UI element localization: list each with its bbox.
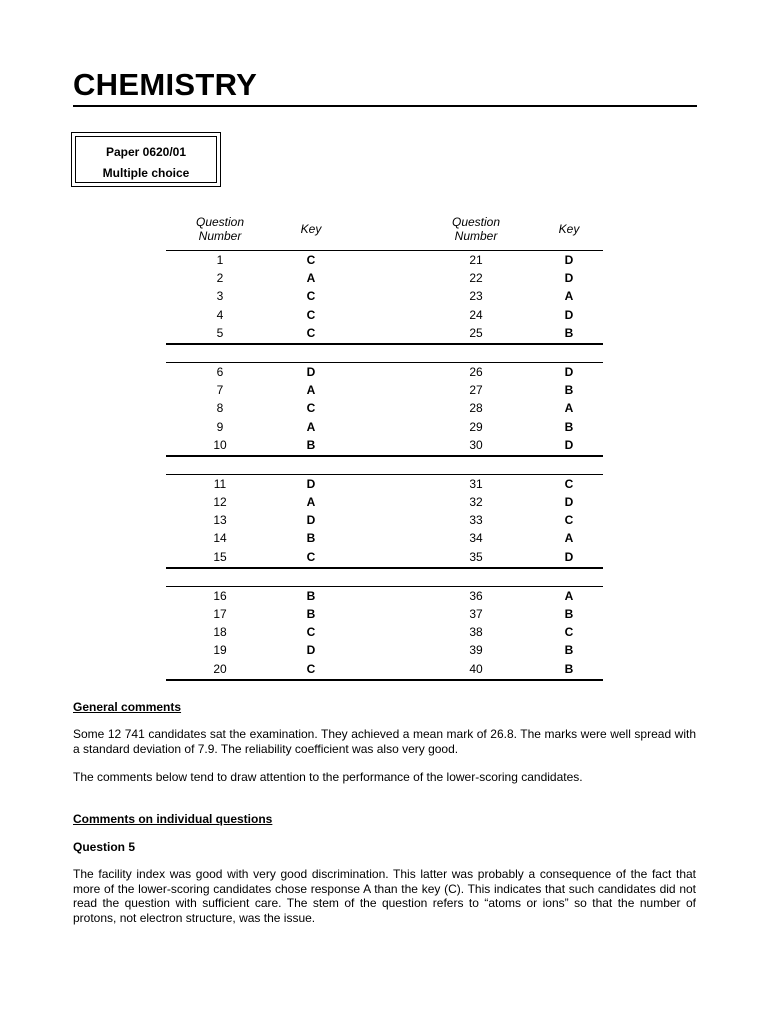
table-row [166,588,603,606]
answer-key: B [306,607,316,621]
table-header [166,213,603,251]
answer-key: A [564,531,574,546]
question-group [166,475,603,569]
answer-key: B [564,607,574,621]
table-row [166,624,603,642]
question-number-header-left: Question Number [195,215,245,243]
question-number: 10 [213,437,227,452]
table-row [166,252,603,270]
table-row [166,661,603,679]
answer-key: B [306,588,316,603]
question-number: 5 [216,325,224,340]
individual-comments-heading: Comments on individual questions [73,812,273,826]
general-comments-heading: General comments [73,700,182,714]
question-number: 27 [469,383,483,398]
table-row [166,288,603,306]
answer-key: D [306,364,316,379]
question-number: 40 [469,661,483,676]
key-header-right: Key [558,222,580,236]
answer-key: A [306,495,316,510]
answer-key: A [564,289,574,304]
paper-info-box [71,132,221,187]
question-number: 17 [213,607,227,621]
answer-key: C [306,253,316,267]
question-number: 24 [469,307,483,322]
question-number: 21 [469,253,483,267]
answer-key: C [306,307,316,322]
answer-key: B [306,531,316,546]
question-number: 39 [469,643,483,658]
table-row [166,325,603,343]
answer-key: C [306,549,316,564]
answer-key: D [306,643,316,658]
question-number: 34 [469,531,483,546]
question-number: 37 [469,607,483,621]
question-number: 11 [213,476,227,491]
answer-key: D [306,513,316,528]
answer-key: C [564,625,574,640]
answer-key: D [564,253,574,267]
question-number: 9 [216,419,224,434]
answer-key: B [564,383,574,398]
question-number: 18 [213,625,227,640]
answer-key: C [564,476,574,491]
question-5-text: The facility index was good with very good discrimination. This latter was probably a consequence of the fact that more of the lower-scoring candidates chose response A than the key (C). This indicates that such candidates did not read the question with sufficient care. The stem of the question refers to “atoms or ions” so that the number of protons, not electron structure, was the issue. [73,867,696,925]
answer-key: D [564,495,574,510]
answer-key: C [306,325,316,340]
question-number: 31 [469,476,483,491]
question-group [166,251,603,345]
group-separator [166,569,603,587]
table-row [166,476,603,494]
page-title: CHEMISTRY [73,66,697,107]
group-separator [166,345,603,363]
question-number: 12 [213,495,227,510]
answer-key: A [564,588,574,603]
question-number: 14 [213,531,227,546]
question-number: 38 [469,625,483,640]
answer-key: A [306,383,316,398]
question-group [166,587,603,681]
answer-key: A [306,271,316,286]
general-comments-paragraph-1: Some 12 741 candidates sat the examination. They achieved a mean mark of 26.8. The marks were well spread with a standard deviation of 7.9. The reliability coefficient was also very good. [73,727,696,756]
answer-key: B [564,643,574,658]
answer-key: A [564,401,574,416]
answer-key: B [564,325,574,340]
table-row [166,494,603,512]
answer-key: B [564,661,574,676]
question-number: 1 [216,253,224,267]
answer-key-table [166,213,603,681]
question-group [166,363,603,457]
question-number: 33 [469,513,483,528]
question-number: 2 [216,271,224,286]
answer-key: C [306,289,316,304]
question-number-header-right: Question Number [451,215,501,243]
answer-key: D [564,307,574,322]
question-number: 25 [469,325,483,340]
answer-key: C [306,625,316,640]
paper-code: Paper 0620/01 [105,145,187,159]
question-number: 16 [213,588,227,603]
table-row [166,606,603,624]
table-row [166,549,603,567]
question-number: 30 [469,437,483,452]
table-row [166,419,603,437]
question-number: 19 [213,643,227,658]
question-number: 7 [216,383,224,398]
question-number: 23 [469,289,483,304]
answer-key: C [564,513,574,528]
table-row [166,270,603,288]
table-row [166,642,603,660]
answer-key: D [564,271,574,286]
question-number: 8 [216,401,224,416]
answer-key: D [564,364,574,379]
paper-type: Multiple choice [102,166,190,180]
question-number: 3 [216,289,224,304]
answer-key: D [564,549,574,564]
question-number: 4 [216,307,224,322]
answer-key: D [564,437,574,452]
answer-key: A [306,419,316,434]
answer-key: B [306,437,316,452]
question-number: 28 [469,401,483,416]
question-number: 36 [469,588,483,603]
group-separator [166,457,603,475]
question-number: 26 [469,364,483,379]
answer-key: C [306,401,316,416]
table-row [166,437,603,455]
question-number: 32 [469,495,483,510]
question-number: 29 [469,419,483,434]
answer-key: B [564,419,574,434]
key-header-left: Key [300,222,322,236]
general-comments-paragraph-2: The comments below tend to draw attention to the performance of the lower-scoring candidates. [73,770,583,784]
question-number: 15 [213,549,227,564]
question-number: 13 [213,513,227,528]
answer-key: C [306,661,316,676]
question-number: 6 [216,364,224,379]
question-number: 22 [469,271,483,286]
question-5-heading: Question 5 [73,840,136,854]
table-row [166,307,603,325]
table-body [166,251,603,681]
answer-key: D [306,476,316,491]
table-row [166,400,603,418]
table-row [166,530,603,548]
question-number: 35 [469,549,483,564]
question-number: 20 [213,661,227,676]
table-row [166,382,603,400]
table-row [166,364,603,382]
table-row [166,512,603,530]
